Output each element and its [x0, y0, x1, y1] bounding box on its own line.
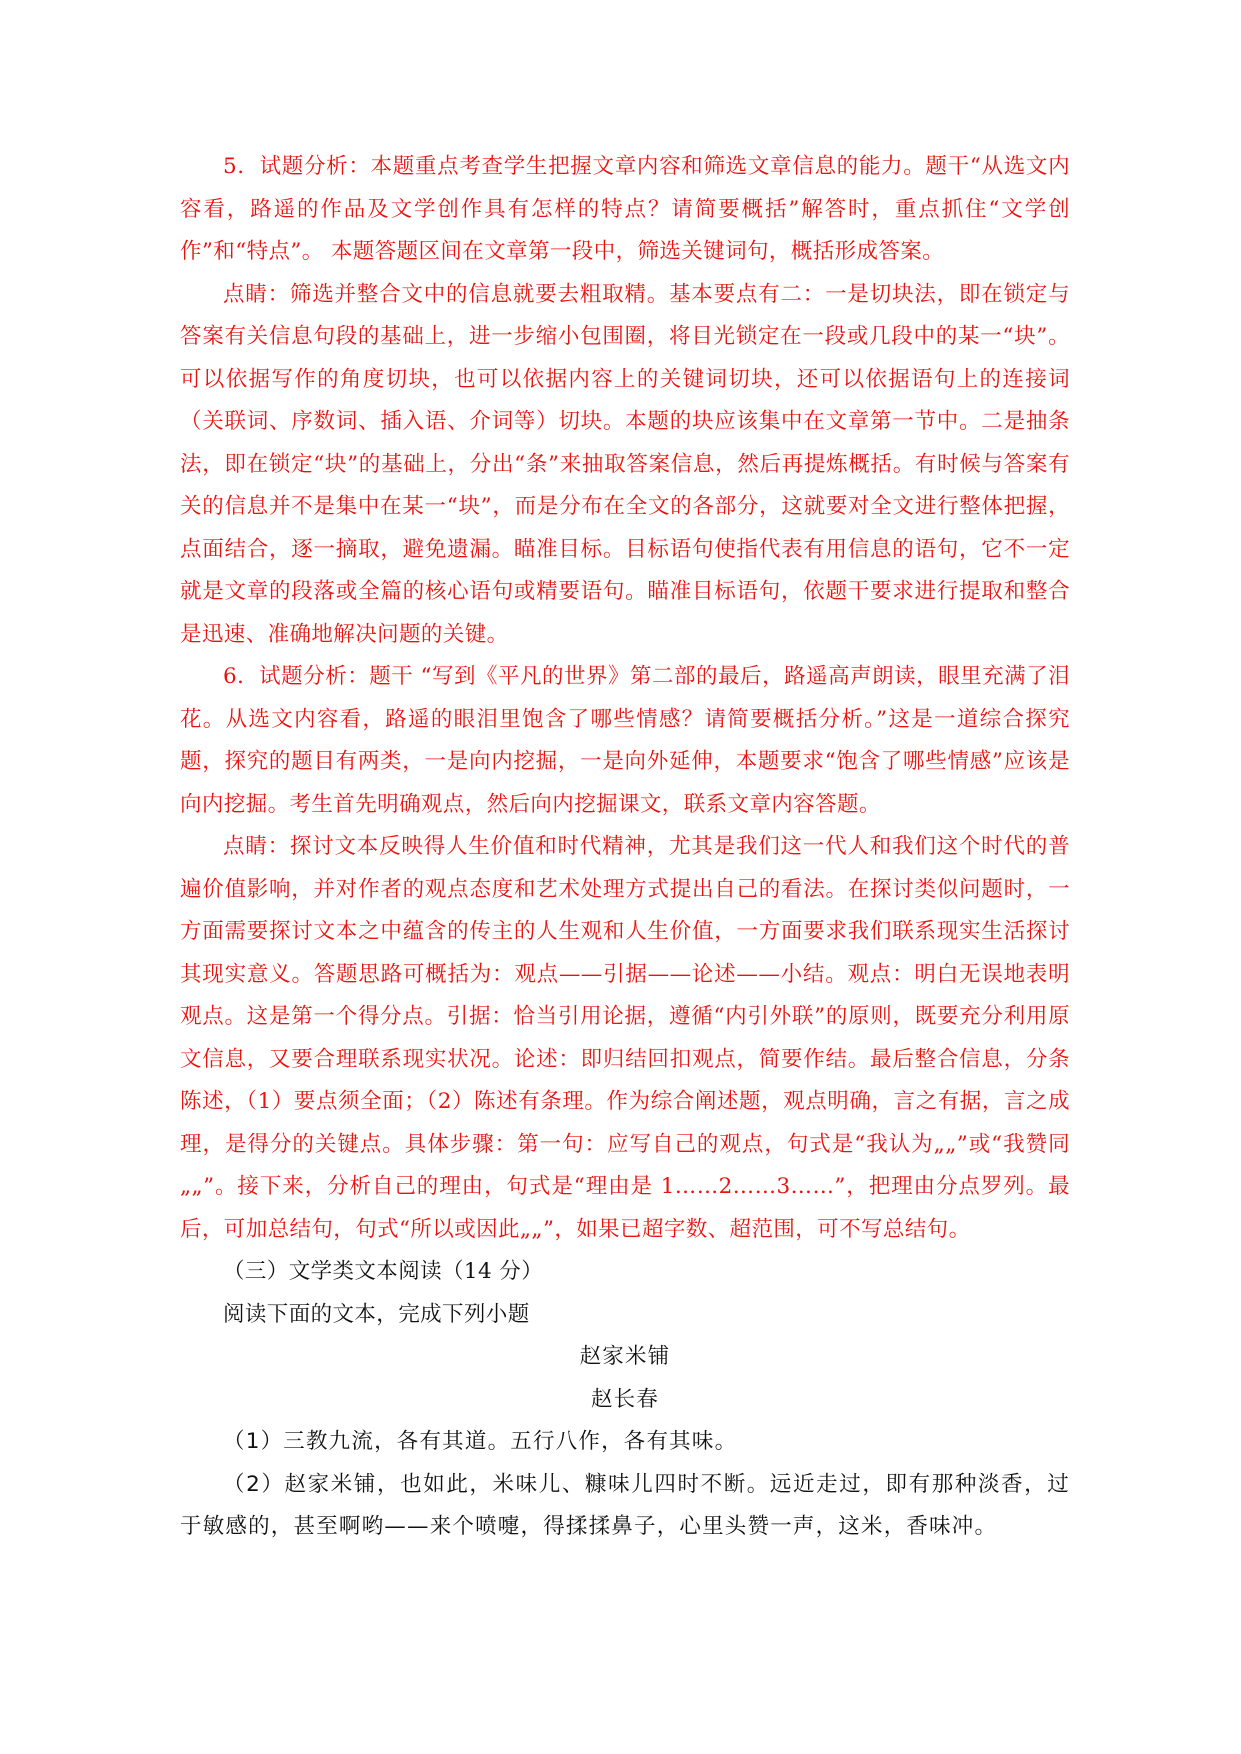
- document-page: [180, 146, 1070, 1549]
- q6-tip-paragraph: 点睛：探讨文本反映得人生价值和时代精神，尤其是我们这一代人和我们这个时代的普遍价值影响，并对作者的观点态度和艺术处理方式提出自己的看法。在探讨类似问题时，一方面需要探讨文本之中蕴含的传主的人生观和人生价值，一方面要求我们联系现实生活探讨其现实意义。答题思路可概括为：观点——引据——论述——小结。观点：明白无误地表明观点。这是第一个得分点。引据：恰当引用论据，遵循“内引外联”的原则，既要充分利用原文信息，又要合理联系现实状况。论述：即归结回扣观点，简要作结。最后整合信息，分条陈述，（1）要点须全面；（2）陈述有条理。作为综合阐述题，观点明确，言之有据，言之成理，是得分的关键点。具体步骤：第一句：应写自己的观点，句式是“我认为„„”或“我赞同„„”。接下来，分析自己的理由，句式是“理由是 1……2……3……”，把理由分点罗列。最后，可加总结句，句式“所以或因此„„”，如果已超字数、超范围，可不写总结句。: [180, 834, 1070, 1242]
- section-heading: （三）文学类文本阅读（14 分）: [223, 1259, 544, 1284]
- article-title: 赵家米铺: [579, 1344, 671, 1369]
- q5-analysis-paragraph: 5．试题分析：本题重点考查学生把握文章内容和筛选文章信息的能力。题干“从选文内容看，路遥的作品及文学创作具有怎样的特点？请简要概括”解答时，重点抓住“文学创作”和“特点”。 本题答题区间在文章第一段中，筛选关键词句，概括形成答案。: [180, 154, 1070, 264]
- article-author: 赵长春: [590, 1386, 660, 1412]
- section-instruction: 阅读下面的文本，完成下列小题: [223, 1301, 530, 1327]
- article-paragraph-1: （1）三教九流，各有其道。五行八作，各有其味。: [223, 1429, 738, 1454]
- article-paragraph-2: （2）赵家米铺，也如此，米味儿、糠味儿四时不断。远近走过，即有那种淡香，过于敏感的，甚至啊哟——来个喷嚏，得揉揉鼻子，心里头赞一声，这米，香味冲。: [180, 1471, 1070, 1539]
- q6-analysis-paragraph: 6．试题分析：题干 “写到《平凡的世界》第二部的最后，路遥高声朗读，眼里充满了泪花。从选文内容看，路遥的眼泪里饱含了哪些情感？请简要概括分析。”这是一道综合探究题，探究的题目有两类，一是向内挖掘，一是向外延伸，本题要求“饱含了哪些情感”应该是向内挖掘。考生首先明确观点，然后向内挖掘课文，联系文章内容答题。: [180, 664, 1070, 817]
- q5-tip-paragraph: 点睛：筛选并整合文中的信息就要去粗取精。基本要点有二：一是切块法，即在锁定与答案有关信息句段的基础上，进一步缩小包围圈，将目光锁定在一段或几段中的某一“块”。可以依据写作的角度切块，也可以依据内容上的关键词切块，还可以依据语句上的连接词（关联词、序数词、插入语、介词等）切块。本题的块应该集中在文章第一节中。二是抽条法，即在锁定“块”的基础上，分出“条”来抽取答案信息，然后再提炼概括。有时候与答案有关的信息并不是集中在某一“块”，而是分布在全文的各部分，这就要对全文进行整体把握，点面结合，逐一摘取，避免遗漏。瞄准目标。目标语句使指代表有用信息的语句，它不一定就是文章的段落或全篇的核心语句或精要语句。瞄准目标语句，依题干要求进行提取和整合是迅速、准确地解决问题的关键。: [180, 281, 1070, 647]
